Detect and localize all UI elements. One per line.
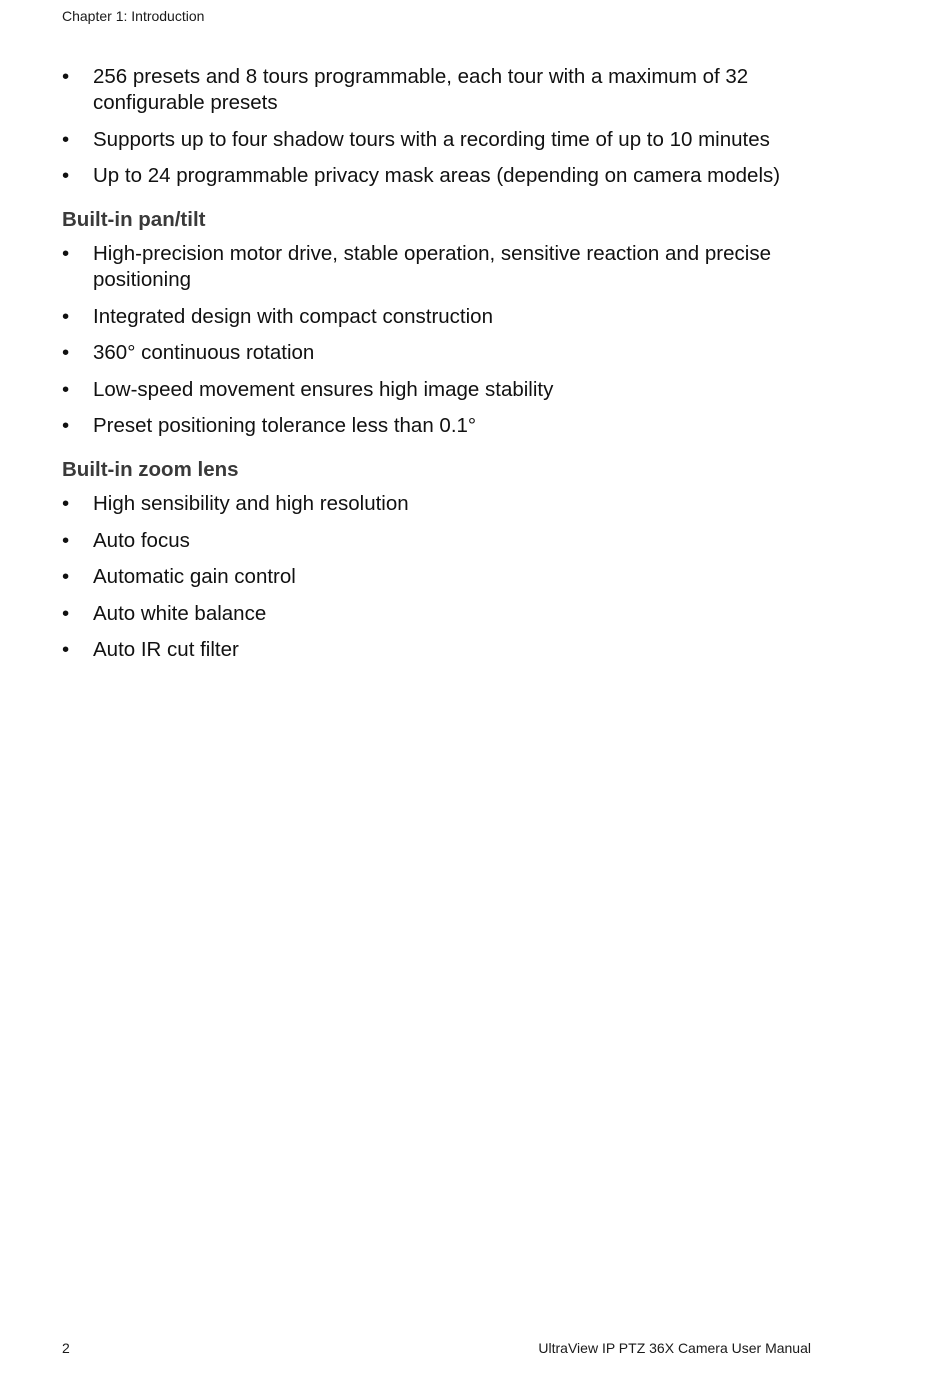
list-item-text: Low-speed movement ensures high image stability <box>93 377 554 401</box>
list-item <box>62 528 822 554</box>
running-header: Chapter 1: Introduction <box>62 8 205 24</box>
list-item <box>62 304 822 330</box>
bullet-icon: • <box>62 414 70 437</box>
list-item-text: High sensibility and high resolution <box>93 492 409 515</box>
bullet-icon: • <box>62 242 70 265</box>
zoom-lens-feature-list <box>62 491 822 663</box>
list-item-text: Supports up to four shadow tours with a recording time of up to 10 minutes <box>93 127 770 151</box>
list-item-text: Preset positioning tolerance less than 0.1° <box>93 414 477 437</box>
list-item-text: Auto white balance <box>93 601 267 625</box>
list-item <box>62 601 822 627</box>
list-item <box>62 241 822 293</box>
bullet-icon: • <box>62 164 70 187</box>
bullet-icon: • <box>62 565 70 588</box>
bullet-icon: • <box>62 601 70 625</box>
list-item <box>62 564 822 590</box>
page-content <box>62 64 822 674</box>
list-item-text: Auto focus <box>93 528 190 552</box>
bullet-icon: • <box>62 528 70 552</box>
bullet-icon: • <box>62 638 70 661</box>
list-item <box>62 377 822 403</box>
bullet-icon: • <box>62 65 70 88</box>
bullet-icon: • <box>62 304 70 328</box>
list-item-text: Automatic gain control <box>93 565 296 588</box>
list-item <box>62 413 822 439</box>
footer-page-number: 2 <box>62 1340 70 1356</box>
list-item-text: Auto IR cut filter <box>93 638 239 661</box>
pan-tilt-feature-list <box>62 241 822 439</box>
footer-manual-title: UltraView IP PTZ 36X Camera User Manual <box>538 1340 811 1356</box>
list-item <box>62 64 822 116</box>
list-item <box>62 163 822 189</box>
list-item-text: 360° continuous rotation <box>93 341 315 364</box>
list-item <box>62 127 822 153</box>
bullet-icon: • <box>62 341 70 364</box>
list-item <box>62 340 822 366</box>
list-item-text: Up to 24 programmable privacy mask areas (depending on camera models) <box>93 164 781 187</box>
list-item-text: Integrated design with compact construction <box>93 304 493 328</box>
section-heading-pan-tilt: Built-in pan/tilt <box>62 208 206 231</box>
bullet-icon: • <box>62 492 70 515</box>
list-item-text: 256 presets and 8 tours programmable, each tour with a maximum of 32 configurable presets <box>93 65 749 114</box>
list-item-text: High-precision motor drive, stable operation, sensitive reaction and precise positioning <box>93 242 771 291</box>
list-item <box>62 491 822 517</box>
section-heading-zoom-lens: Built-in zoom lens <box>62 458 239 481</box>
bullet-icon: • <box>62 127 70 151</box>
list-item <box>62 637 822 663</box>
bullet-icon: • <box>62 377 70 401</box>
intro-feature-list <box>62 64 822 189</box>
